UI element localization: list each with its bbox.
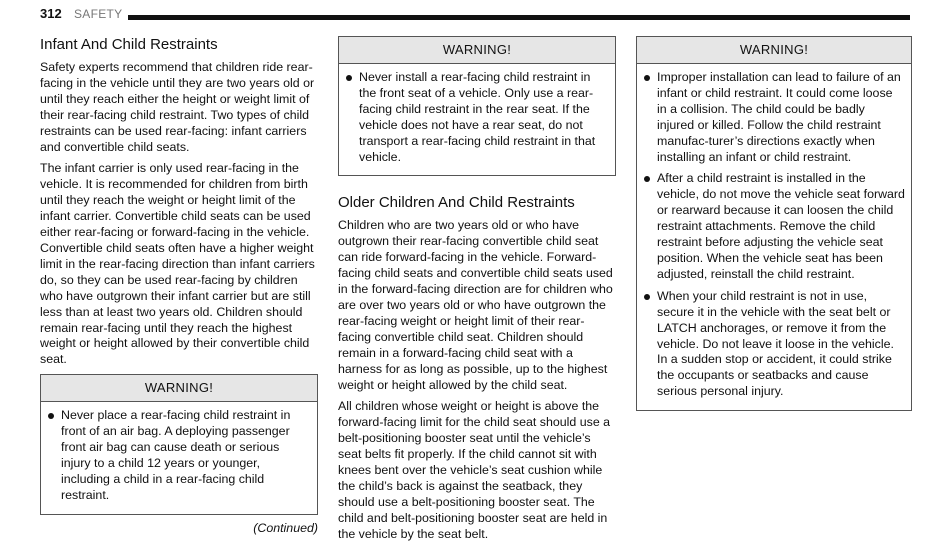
column-middle xyxy=(338,36,616,549)
warning-bullet: When your child restraint is not in use, secure it in the vehicle with the seat belt or LATCH anchorages, or remove it from the vehicle. Do not leave it loose in the vehicle. In a sudden stop or accident, it could strike the occupants or seatbacks and cause serious personal injury. xyxy=(641,289,905,400)
older-paragraph-1: Children who are two years old or who have outgrown their rear-facing convertible child seat can ride forward-facing in the vehicle. Forward-facing child seats and convertible child seats used in the forward-facing direction are for children who are over two years old or who have outgrown the rear-facing weight or height limit of their rear-facing convertible child seat. Children should remain in a forward-facing child seat with a harness for as long as possible, up to the highest weight or height allowed by the child seat. xyxy=(338,218,613,392)
infant-paragraph-2: The infant carrier is only used rear-facing in the vehicle. It is recommended for children from birth until they reach the weight or height limit of the infant carrier. Convertible child seats can be used either rear-facing or forward-facing in the vehicle. Convertible child seats often have a higher weight limit in the rear-facing direction than infant carriers do, so they can be used rear-facing by children who have outgrown their infant carrier but are still less than at least two years old. Children should remain rear-facing until they reach the highest weight or height allowed by their convertible child seat. xyxy=(40,161,315,367)
header-rule xyxy=(128,15,910,20)
warning-bullet: After a child restraint is installed in the vehicle, do not move the vehicle seat forward or rearward because it can loosen the child restraint attachments. Remove the child restraint before adjusting the vehicle seat position. When the vehicle seat has been adjusted, reinstall the child restraint. xyxy=(641,171,905,282)
infant-restraints-heading: Infant And Child Restraints xyxy=(40,36,218,53)
warning-bullet: Never install a rear-facing child restraint in the front seat of a vehicle. Only use a rear-facing child restraint in the rear seat. If the vehicle does not have a rear seat, do not transport a rear-facing child restraint in that vehicle. xyxy=(343,70,609,165)
page-number: 312 xyxy=(40,6,62,21)
warning-box-front-seat xyxy=(338,36,616,176)
warning-box-installation xyxy=(636,36,912,411)
warning-box-airbag xyxy=(40,374,318,514)
warning-title: WARNING! xyxy=(41,375,317,402)
warning-title: WARNING! xyxy=(339,37,615,64)
warning-body xyxy=(339,64,615,175)
column-left xyxy=(40,36,318,537)
warning-bullet: Improper installation can lead to failure of an infant or child restraint. It could come loose in a collision. The child could be badly injured or killed. Follow the child restraint manufac-turer’s directions exactly when installing an infant or child restraint. xyxy=(641,70,905,165)
warning-bullet: Never place a rear-facing child restraint in front of an air bag. A deploying passenger front air bag can cause death or serious injury to a child 12 years or younger, including a child in a rear-facing child restraint. xyxy=(45,408,311,503)
section-name: SAFETY xyxy=(74,7,123,21)
column-right xyxy=(636,36,912,419)
warning-body xyxy=(637,64,911,410)
older-children-heading: Older Children And Child Restraints xyxy=(338,194,575,212)
page-header xyxy=(40,6,910,26)
continued-label: (Continued) xyxy=(253,520,318,535)
warning-title: WARNING! xyxy=(637,37,911,64)
older-paragraph-2: All children whose weight or height is above the forward-facing limit for the child seat should use a belt-positioning booster seat until the vehicle’s seat belts fit properly. If the child cannot sit with knees bent over the vehicle’s seat cushion while the child’s back is against the seatback, they should use a belt-positioning booster seat. The child and belt-positioning booster seat are held in the vehicle by the seat belt. xyxy=(338,399,611,541)
infant-paragraph-1: Safety experts recommend that children ride rear-facing in the vehicle until they are two years old or until they reach either the height or weight limit of their rear-facing child restraint. Two types of child restraints can be used rear-facing: infant carriers and convertible child seats. xyxy=(40,60,315,154)
warning-body xyxy=(41,402,317,513)
